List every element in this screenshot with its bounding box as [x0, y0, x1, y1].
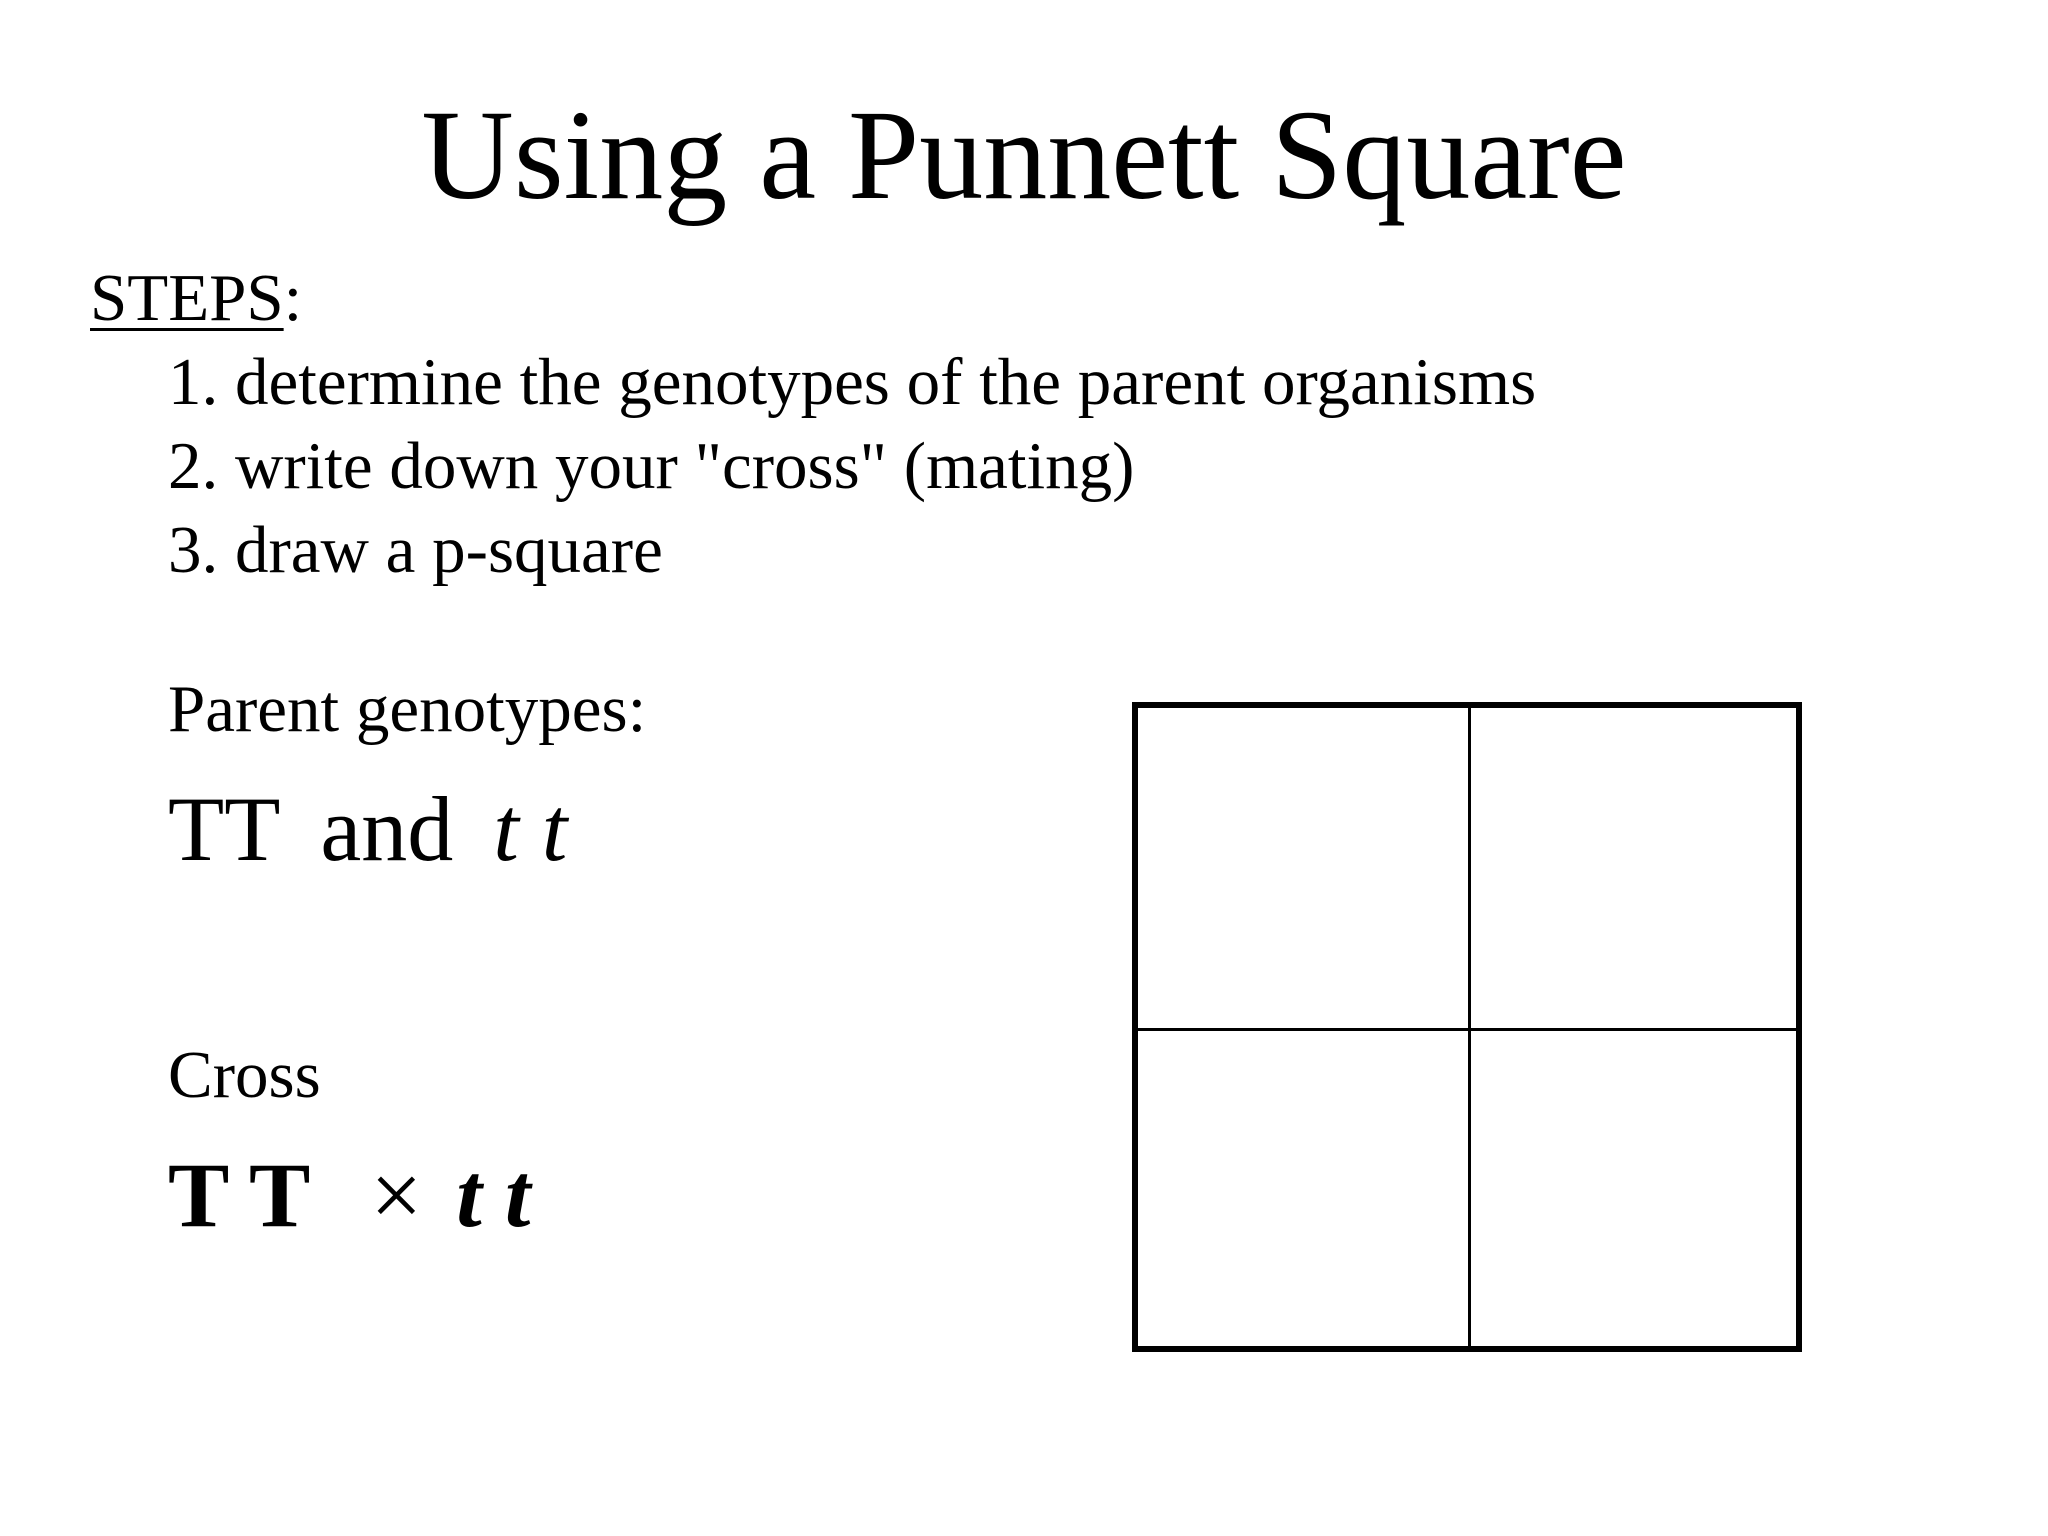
- punnett-cell-top-right: [1471, 708, 1796, 1023]
- step-item-1: 1. determine the genotypes of the parent organisms: [168, 345, 1537, 419]
- cross-genotype-second: t t: [456, 1144, 531, 1246]
- step-item-2: 2. write down your "cross" (mating): [168, 429, 1135, 503]
- parent-genotype-joiner: and: [320, 778, 454, 880]
- cross-genotypes: [168, 1140, 530, 1250]
- punnett-cell-bottom-left: [1138, 1031, 1463, 1346]
- parent-genotypes-label: Parent genotypes:: [168, 672, 647, 746]
- punnett-horizontal-divider: [1138, 1028, 1796, 1031]
- slide-title: Using a Punnett Square: [421, 84, 1627, 226]
- punnett-cell-top-left: [1138, 708, 1463, 1023]
- cross-operator: ×: [370, 1144, 423, 1246]
- steps-heading-label: STEPS: [90, 261, 284, 335]
- punnett-vertical-divider: [1468, 708, 1471, 1346]
- punnett-square: [1132, 702, 1802, 1352]
- step-item-3: 3. draw a p-square: [168, 513, 663, 587]
- steps-list: [168, 340, 1536, 592]
- parent-genotype-first: TT: [168, 778, 281, 880]
- punnett-cell-bottom-right: [1471, 1031, 1796, 1346]
- cross-label: Cross: [168, 1038, 321, 1112]
- steps-heading-colon: :: [283, 261, 303, 335]
- steps-heading: [90, 258, 302, 338]
- parent-genotype-second: t t: [493, 778, 568, 880]
- cross-genotype-first: T T: [168, 1144, 311, 1246]
- parent-genotypes: [168, 774, 567, 884]
